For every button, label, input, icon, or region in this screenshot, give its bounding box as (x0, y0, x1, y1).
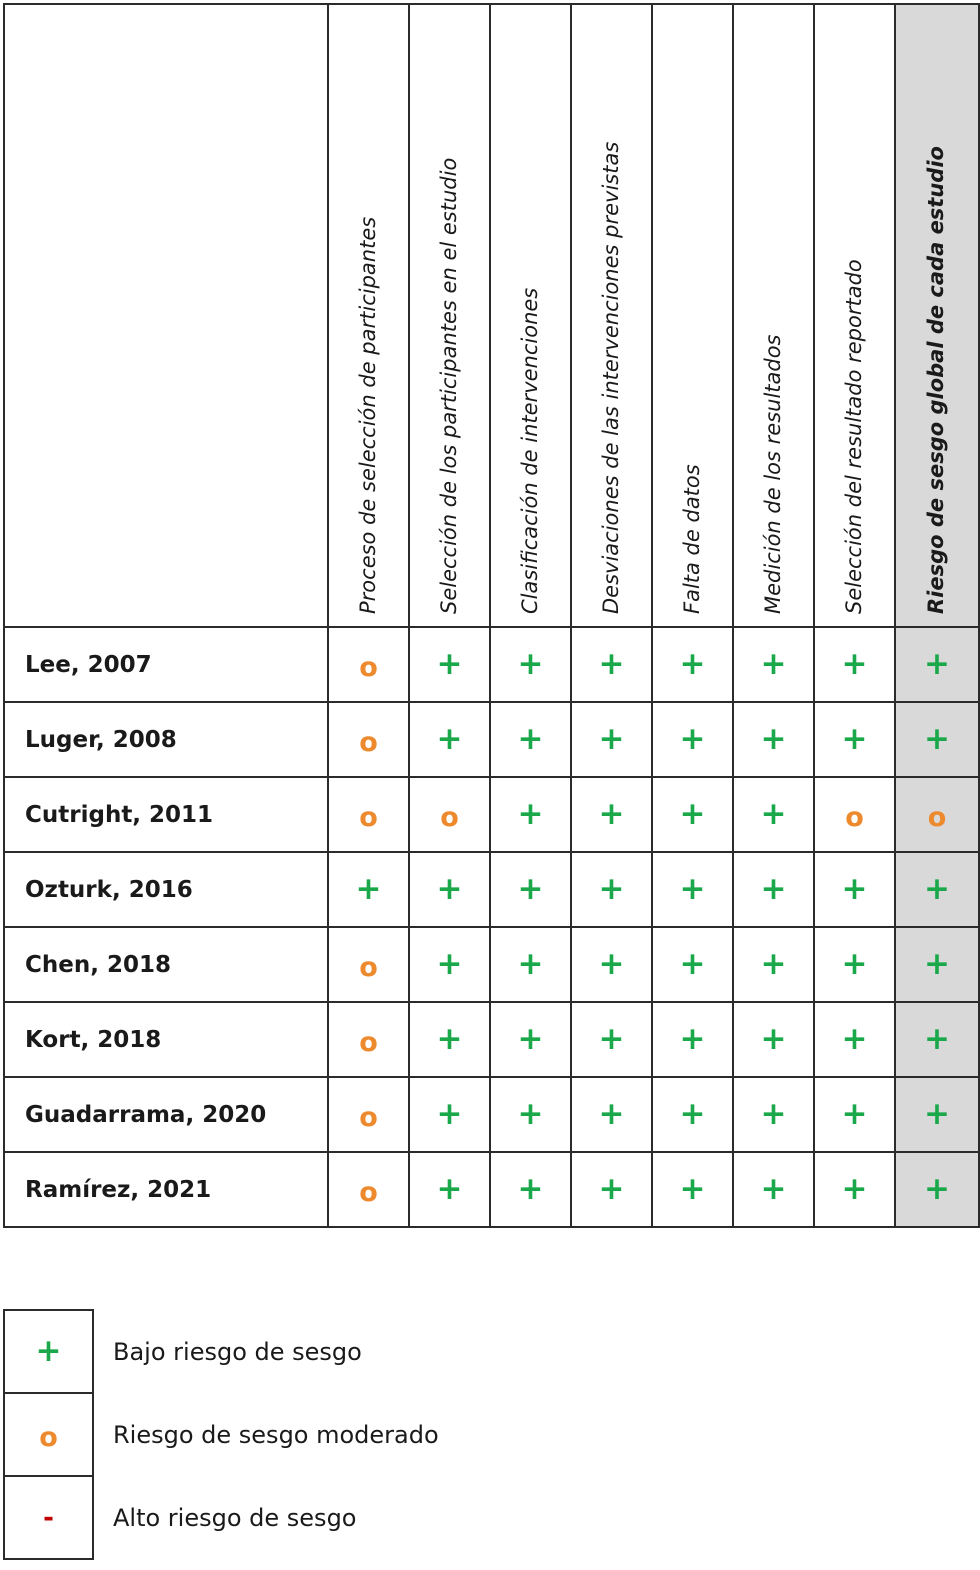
low-risk-icon: + (598, 1171, 625, 1207)
study-name: Lee, 2007 (4, 627, 328, 702)
low-risk-icon: + (436, 721, 463, 757)
corner-cell (4, 4, 328, 627)
low-risk-icon: + (679, 1171, 706, 1207)
low-risk-icon: + (841, 1171, 868, 1207)
header-overall (895, 4, 979, 627)
high-risk-icon: - (43, 1502, 54, 1533)
low-risk-icon: + (436, 1171, 463, 1207)
low-risk-icon: + (760, 646, 787, 682)
legend-label: Bajo riesgo de sesgo (113, 1337, 362, 1366)
header-label: Desviaciones de las intervenciones previstas (598, 141, 623, 614)
rating-cell (571, 1077, 652, 1152)
legend-item (4, 1310, 440, 1393)
low-risk-icon: + (841, 646, 868, 682)
rating-cell (652, 702, 733, 777)
rating-cell (733, 777, 814, 852)
rating-cell (409, 1077, 490, 1152)
low-risk-icon: + (841, 1021, 868, 1057)
rating-cell (490, 1002, 571, 1077)
rating-cell (328, 627, 409, 702)
rating-cell (652, 927, 733, 1002)
low-risk-icon: + (517, 1171, 544, 1207)
low-risk-icon: + (436, 1021, 463, 1057)
low-risk-icon: + (924, 646, 950, 682)
rating-cell (814, 627, 895, 702)
header-label: Riesgo de sesgo global de cada estudio (924, 146, 948, 614)
moderate-risk-icon: o (845, 802, 864, 833)
rating-cell (409, 777, 490, 852)
low-risk-icon: + (679, 1021, 706, 1057)
low-risk-icon: + (841, 946, 868, 982)
low-risk-icon: + (517, 1096, 544, 1132)
table-row (4, 702, 979, 777)
overall-rating-cell (895, 627, 979, 702)
rating-cell (490, 702, 571, 777)
rating-cell (814, 927, 895, 1002)
risk-of-bias-table (3, 3, 980, 1228)
low-risk-icon: + (517, 646, 544, 682)
low-risk-icon: + (598, 646, 625, 682)
header-label: Clasificación de intervenciones (517, 287, 542, 614)
header-label: Selección de los participantes en el estudio (436, 157, 461, 614)
overall-rating-cell (895, 702, 979, 777)
study-name: Guadarrama, 2020 (4, 1077, 328, 1152)
low-risk-icon: + (679, 796, 706, 832)
rating-cell (409, 702, 490, 777)
header-label: Selección del resultado reportado (841, 259, 866, 614)
table-row (4, 777, 979, 852)
rating-cell (733, 1152, 814, 1227)
low-risk-icon: + (598, 1021, 625, 1057)
overall-rating-cell (895, 1077, 979, 1152)
low-risk-icon: + (517, 946, 544, 982)
legend-item (4, 1476, 440, 1559)
low-risk-icon: + (924, 1021, 950, 1057)
low-risk-icon: + (924, 721, 950, 757)
low-risk-icon: + (436, 946, 463, 982)
overall-rating-cell (895, 927, 979, 1002)
overall-rating-cell (895, 777, 979, 852)
rating-cell (571, 927, 652, 1002)
study-name: Ozturk, 2016 (4, 852, 328, 927)
legend-symbol-cell (4, 1310, 93, 1393)
table-row (4, 1002, 979, 1077)
rating-cell (814, 1077, 895, 1152)
header-domain-7 (814, 4, 895, 627)
low-risk-icon: + (517, 721, 544, 757)
rating-cell (328, 1002, 409, 1077)
rating-cell (814, 1002, 895, 1077)
low-risk-icon: + (679, 646, 706, 682)
low-risk-icon: + (760, 871, 787, 907)
legend-label: Riesgo de sesgo moderado (113, 1420, 439, 1449)
low-risk-icon: + (679, 946, 706, 982)
legend-label: Alto riesgo de sesgo (113, 1503, 357, 1532)
study-name: Chen, 2018 (4, 927, 328, 1002)
low-risk-icon: + (517, 1021, 544, 1057)
rating-cell (733, 1002, 814, 1077)
rating-cell (571, 777, 652, 852)
rating-cell (652, 1152, 733, 1227)
header-domain-3 (490, 4, 571, 627)
low-risk-icon: + (841, 871, 868, 907)
low-risk-icon: + (679, 1096, 706, 1132)
rating-cell (409, 627, 490, 702)
moderate-risk-icon: o (359, 1027, 378, 1058)
overall-rating-cell (895, 1002, 979, 1077)
rating-cell (733, 702, 814, 777)
low-risk-icon: + (598, 946, 625, 982)
overall-rating-cell (895, 1152, 979, 1227)
rating-cell (733, 927, 814, 1002)
moderate-risk-icon: o (359, 652, 378, 683)
legend-item (4, 1393, 440, 1476)
low-risk-icon: + (517, 871, 544, 907)
low-risk-icon: + (924, 1171, 950, 1207)
legend-body (4, 1310, 440, 1559)
low-risk-icon: + (760, 946, 787, 982)
moderate-risk-icon: o (927, 802, 947, 833)
table-body (4, 627, 979, 1227)
moderate-risk-icon: o (359, 727, 378, 758)
rating-cell (409, 852, 490, 927)
low-risk-icon: + (436, 871, 463, 907)
moderate-risk-icon: o (39, 1422, 58, 1453)
low-risk-icon: + (355, 871, 382, 907)
rating-cell (490, 927, 571, 1002)
study-name: Luger, 2008 (4, 702, 328, 777)
rating-cell (652, 852, 733, 927)
low-risk-icon: + (598, 721, 625, 757)
rating-cell (328, 1077, 409, 1152)
rating-cell (652, 1077, 733, 1152)
low-risk-icon: + (598, 796, 625, 832)
moderate-risk-icon: o (359, 1102, 378, 1133)
moderate-risk-icon: o (359, 802, 378, 833)
moderate-risk-icon: o (359, 952, 378, 983)
low-risk-icon: + (924, 1096, 950, 1132)
table-row (4, 927, 979, 1002)
header-label: Medición de los resultados (760, 334, 785, 614)
low-risk-icon: + (924, 946, 950, 982)
table-row (4, 1152, 979, 1227)
low-risk-icon: + (517, 796, 544, 832)
header-domain-6 (733, 4, 814, 627)
rating-cell (328, 777, 409, 852)
rating-cell (814, 702, 895, 777)
rating-cell (733, 852, 814, 927)
rating-cell (814, 1152, 895, 1227)
header-domain-2 (409, 4, 490, 627)
low-risk-icon: + (760, 721, 787, 757)
rating-cell (328, 702, 409, 777)
rating-cell (571, 1002, 652, 1077)
rating-cell (814, 777, 895, 852)
low-risk-icon: + (841, 721, 868, 757)
low-risk-icon: + (760, 1021, 787, 1057)
low-risk-icon: + (841, 1096, 868, 1132)
study-name: Cutright, 2011 (4, 777, 328, 852)
study-name: Ramírez, 2021 (4, 1152, 328, 1227)
rating-cell (652, 777, 733, 852)
header-domain-1 (328, 4, 409, 627)
table-row (4, 627, 979, 702)
header-domain-5 (652, 4, 733, 627)
low-risk-icon: + (760, 796, 787, 832)
header-label: Proceso de selección de participantes (355, 216, 380, 614)
legend-symbol-cell (4, 1393, 93, 1476)
low-risk-icon: + (598, 871, 625, 907)
rating-cell (328, 927, 409, 1002)
legend-symbol-cell (4, 1476, 93, 1559)
low-risk-icon: + (598, 1096, 625, 1132)
rating-cell (571, 852, 652, 927)
header-row (4, 4, 979, 627)
overall-rating-cell (895, 852, 979, 927)
study-name: Kort, 2018 (4, 1002, 328, 1077)
rating-cell (409, 927, 490, 1002)
rating-cell (733, 1077, 814, 1152)
low-risk-icon: + (924, 871, 950, 907)
low-risk-icon: + (679, 871, 706, 907)
rating-cell (571, 627, 652, 702)
rating-cell (652, 1002, 733, 1077)
low-risk-icon: + (35, 1333, 62, 1369)
rating-cell (409, 1152, 490, 1227)
rating-cell (328, 1152, 409, 1227)
low-risk-icon: + (679, 721, 706, 757)
header-domain-4 (571, 4, 652, 627)
rating-cell (490, 1152, 571, 1227)
rating-cell (490, 777, 571, 852)
rating-cell (490, 1077, 571, 1152)
header-label: Falta de datos (679, 464, 704, 614)
rating-cell (571, 1152, 652, 1227)
rating-cell (409, 1002, 490, 1077)
table-row (4, 852, 979, 927)
legend (3, 1309, 441, 1560)
rating-cell (571, 702, 652, 777)
low-risk-icon: + (436, 646, 463, 682)
rating-cell (814, 852, 895, 927)
low-risk-icon: + (760, 1171, 787, 1207)
rating-cell (733, 627, 814, 702)
moderate-risk-icon: o (440, 802, 459, 833)
rating-cell (490, 627, 571, 702)
rating-cell (328, 852, 409, 927)
moderate-risk-icon: o (359, 1177, 378, 1208)
rating-cell (490, 852, 571, 927)
rating-cell (652, 627, 733, 702)
table-row (4, 1077, 979, 1152)
low-risk-icon: + (760, 1096, 787, 1132)
low-risk-icon: + (436, 1096, 463, 1132)
